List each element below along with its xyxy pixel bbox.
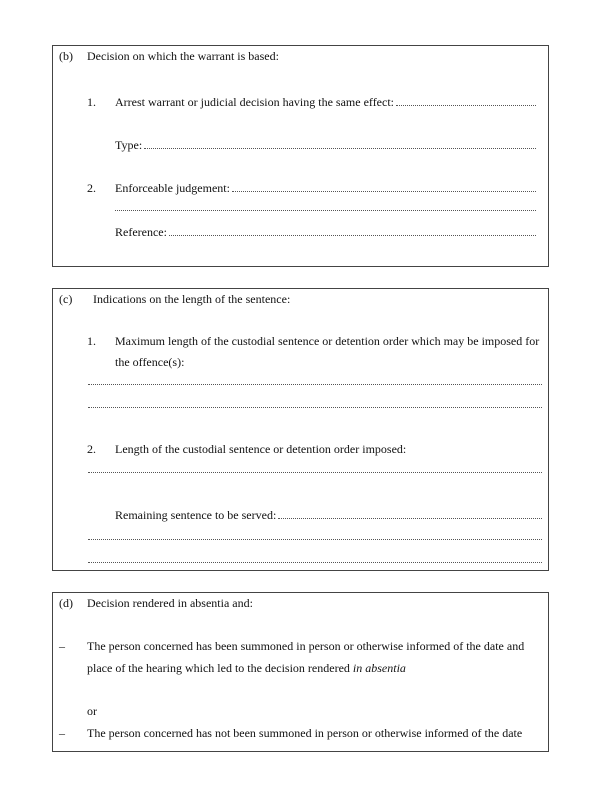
enforceable-judgement-line-2[interactable] [115,210,536,211]
arrest-warrant-field[interactable] [115,95,536,109]
max-length-line-1[interactable] [88,384,542,385]
type-field[interactable] [115,138,536,152]
remaining-sentence-label: Remaining sentence to be served: [115,508,277,522]
remaining-sentence-field[interactable] [115,508,542,522]
in-absentia-italic: in absentia [352,661,406,675]
item-b2-number: 2. [87,181,96,195]
max-length-text-line-1: Maximum length of the custodial sentence or detention order which may be imposed for [115,334,540,348]
sentence-imposed-line[interactable] [88,472,542,473]
reference-label: Reference: [115,225,167,239]
bullet-2-line-1: The person concerned has not been summoned in person or otherwise informed of the date [87,726,523,740]
enforceable-judgement-field[interactable] [115,181,536,195]
bullet-2-dash: – [59,726,65,740]
max-length-line-2[interactable] [88,407,542,408]
arrest-warrant-label: Arrest warrant or judicial decision having the same effect: [115,95,395,109]
enforceable-judgement-leader [232,181,536,192]
section-b-heading: Decision on which the warrant is based: [87,49,279,63]
item-c2-number: 2. [87,442,96,456]
section-b-letter: (b) [59,49,73,63]
bullet-1-dash: – [59,639,65,653]
section-c-box [52,288,549,571]
item-c1-number: 1. [87,334,96,348]
section-d-heading: Decision rendered in absentia and: [87,596,253,610]
arrest-warrant-leader [396,95,536,106]
item-b1-number: 1. [87,95,96,109]
reference-leader [169,225,536,236]
sentence-imposed-label: Length of the custodial sentence or detention order imposed: [115,442,407,456]
type-leader [144,138,536,149]
remaining-sentence-line-2[interactable] [88,539,542,540]
section-c-letter: (c) [59,292,73,306]
bullet-1-line-2-text: place of the hearing which led to the decision rendered [87,661,353,675]
remaining-sentence-leader [278,508,542,519]
section-c-heading: Indications on the length of the sentence: [93,292,291,306]
or-label: or [87,704,97,718]
bullet-1-line-1: The person concerned has been summoned in person or otherwise informed of the date and [87,639,525,653]
type-label: Type: [115,138,143,152]
max-length-text-line-2: the offence(s): [115,355,185,369]
bullet-1-line-2 [87,661,406,675]
section-d-letter: (d) [59,596,73,610]
remaining-sentence-line-3[interactable] [88,562,542,563]
reference-field[interactable] [115,225,536,239]
enforceable-judgement-label: Enforceable judgement: [115,181,230,195]
